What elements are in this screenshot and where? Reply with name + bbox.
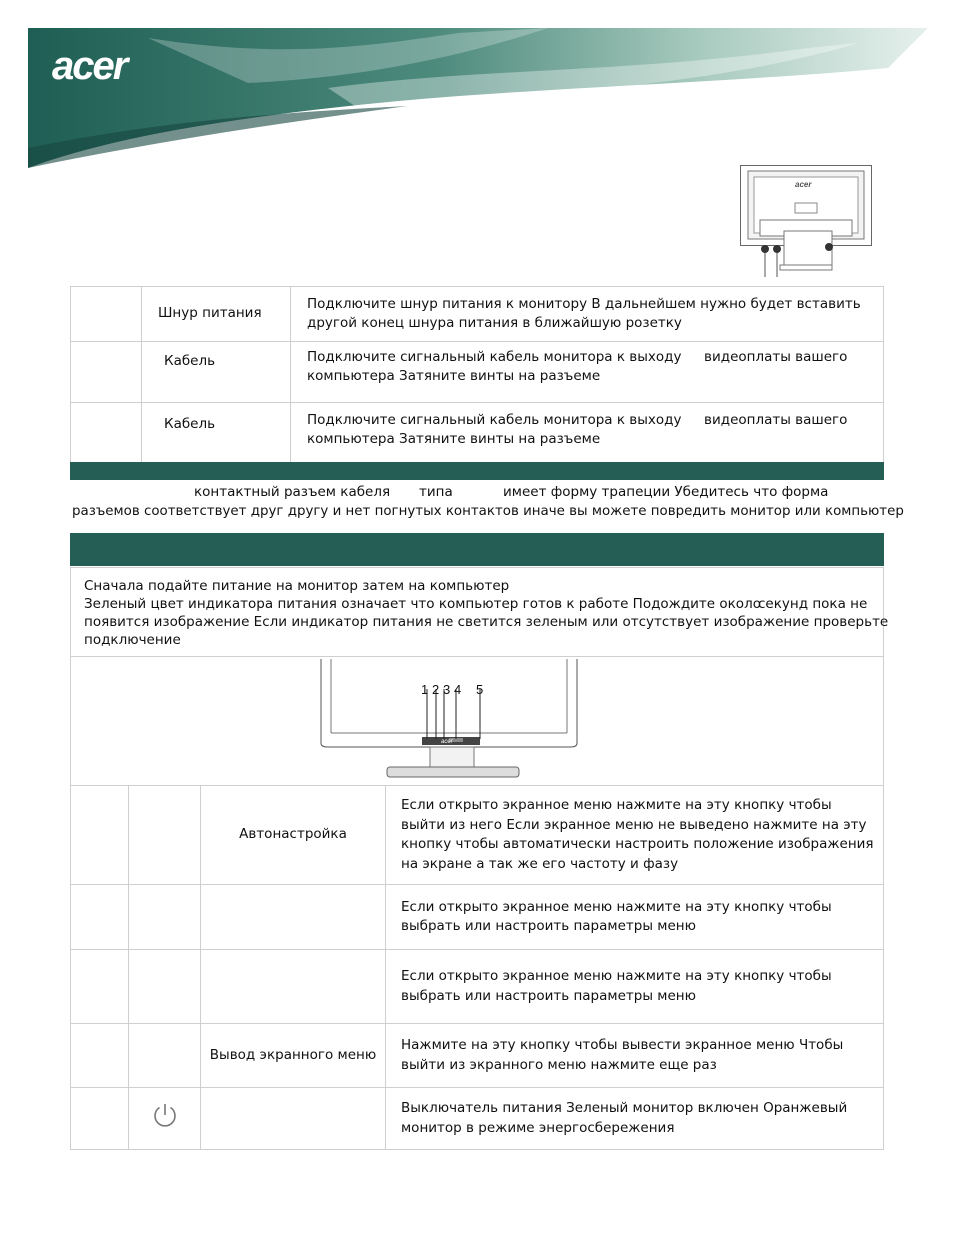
section-bar: [70, 533, 884, 566]
row-icon-cell: [71, 342, 142, 403]
control-function: [201, 1088, 386, 1150]
note-part: контактный разъем кабеля: [194, 484, 391, 500]
table-row: [71, 403, 884, 463]
control-icon-cell: [129, 885, 201, 950]
button-number: 1: [421, 682, 429, 697]
control-number-cell: [71, 1024, 129, 1088]
svg-text:acer: acer: [795, 180, 812, 189]
row-icon-cell: [71, 287, 142, 342]
table-row: [71, 287, 884, 342]
desc-part: видеоплаты вашего: [704, 412, 848, 428]
control-icon-cell: [129, 1024, 201, 1088]
row-description: [291, 403, 884, 463]
front-logo: acer: [441, 739, 453, 745]
desc-part: Подключите сигнальный кабель монитора к выходу: [307, 349, 682, 365]
control-description: Выключатель питания Зеленый монитор включен Оранжевый монитор в режиме энергосбережения: [386, 1088, 884, 1150]
instruction-part: секунд пока не: [758, 596, 868, 612]
note-part: разъемов соответствует друг другу и нет погнутых контактов иначе вы можете повредить монитор или компьютер: [72, 504, 904, 519]
control-function: Автонастройка: [201, 786, 386, 885]
control-number-cell: [71, 885, 129, 950]
row-description: Подключите шнур питания к монитору В дальнейшем нужно будет вставить другой конец шнура питания в ближайшую розетку: [291, 287, 884, 342]
desc-part: компьютера Затяните винты на разъеме: [307, 431, 601, 447]
control-description: Нажмите на эту кнопку чтобы вывести экранное меню Чтобы выйти из экранного меню нажмите еще раз: [386, 1024, 884, 1088]
instruction-line: Сначала подайте питание на монитор затем на компьютер: [84, 578, 510, 594]
table-row: [71, 1024, 884, 1088]
table-row: [71, 885, 884, 950]
control-function: Вывод экранного меню: [201, 1024, 386, 1088]
acer-logo: acer: [52, 44, 127, 88]
desc-part: Подключите сигнальный кабель монитора к выходу: [307, 412, 682, 428]
instruction-line: подключение: [84, 632, 181, 648]
table-row: [71, 1088, 884, 1150]
control-function: [201, 950, 386, 1024]
front-panel-box: [70, 655, 884, 786]
control-icon-cell: [129, 1088, 201, 1150]
header-banner: [28, 28, 928, 168]
instruction-part: Зеленый цвет индикатора питания означает что компьютер готов к работе Подождите около: [84, 596, 761, 612]
note-part: имеет форму трапеции Убедитесь что форма: [503, 484, 829, 500]
row-label: Шнур питания: [142, 287, 291, 342]
control-icon-cell: [129, 950, 201, 1024]
control-function: [201, 885, 386, 950]
button-number: 2: [432, 682, 440, 697]
desc-part: видеоплаты вашего: [704, 349, 848, 365]
control-number-cell: [71, 1088, 129, 1150]
table-row: [71, 786, 884, 885]
row-label: Кабель: [142, 342, 291, 403]
power-icon: [150, 1100, 180, 1130]
desc-part: компьютера Затяните винты на разъеме: [307, 368, 601, 384]
monitor-front-illustration: [317, 659, 589, 781]
button-number: 3: [443, 682, 451, 697]
instruction-line: появится изображение Если индикатор питания не светится зеленым или отсутствует изображение проверьте: [84, 614, 889, 630]
row-icon-cell: [71, 403, 142, 463]
control-number-cell: [71, 950, 129, 1024]
table-row: [71, 950, 884, 1024]
row-description: [291, 342, 884, 403]
note-part: типа: [419, 484, 453, 500]
power-on-instructions: [70, 567, 889, 657]
button-number: 5: [476, 682, 484, 697]
control-number-cell: [71, 786, 129, 885]
control-description: Если открыто экранное меню нажмите на эту кнопку чтобы выбрать или настроить параметры меню: [386, 885, 884, 950]
control-icon-cell: [129, 786, 201, 885]
section-bar: [70, 462, 884, 480]
monitor-back-illustration: [740, 165, 872, 280]
control-description: Если открыто экранное меню нажмите на эту кнопку чтобы выйти из него Если экранное меню не выведено нажмите на эту кнопку чтобы автоматически настроить положение изображения на экране а так же его частоту и фазу: [386, 786, 884, 885]
row-label: Кабель: [142, 403, 291, 463]
connection-table: [70, 286, 884, 463]
button-number: 4: [454, 682, 462, 697]
control-description: Если открыто экранное меню нажмите на эту кнопку чтобы выбрать или настроить параметры меню: [386, 950, 884, 1024]
controls-table: [70, 785, 884, 1150]
table-row: [71, 342, 884, 403]
